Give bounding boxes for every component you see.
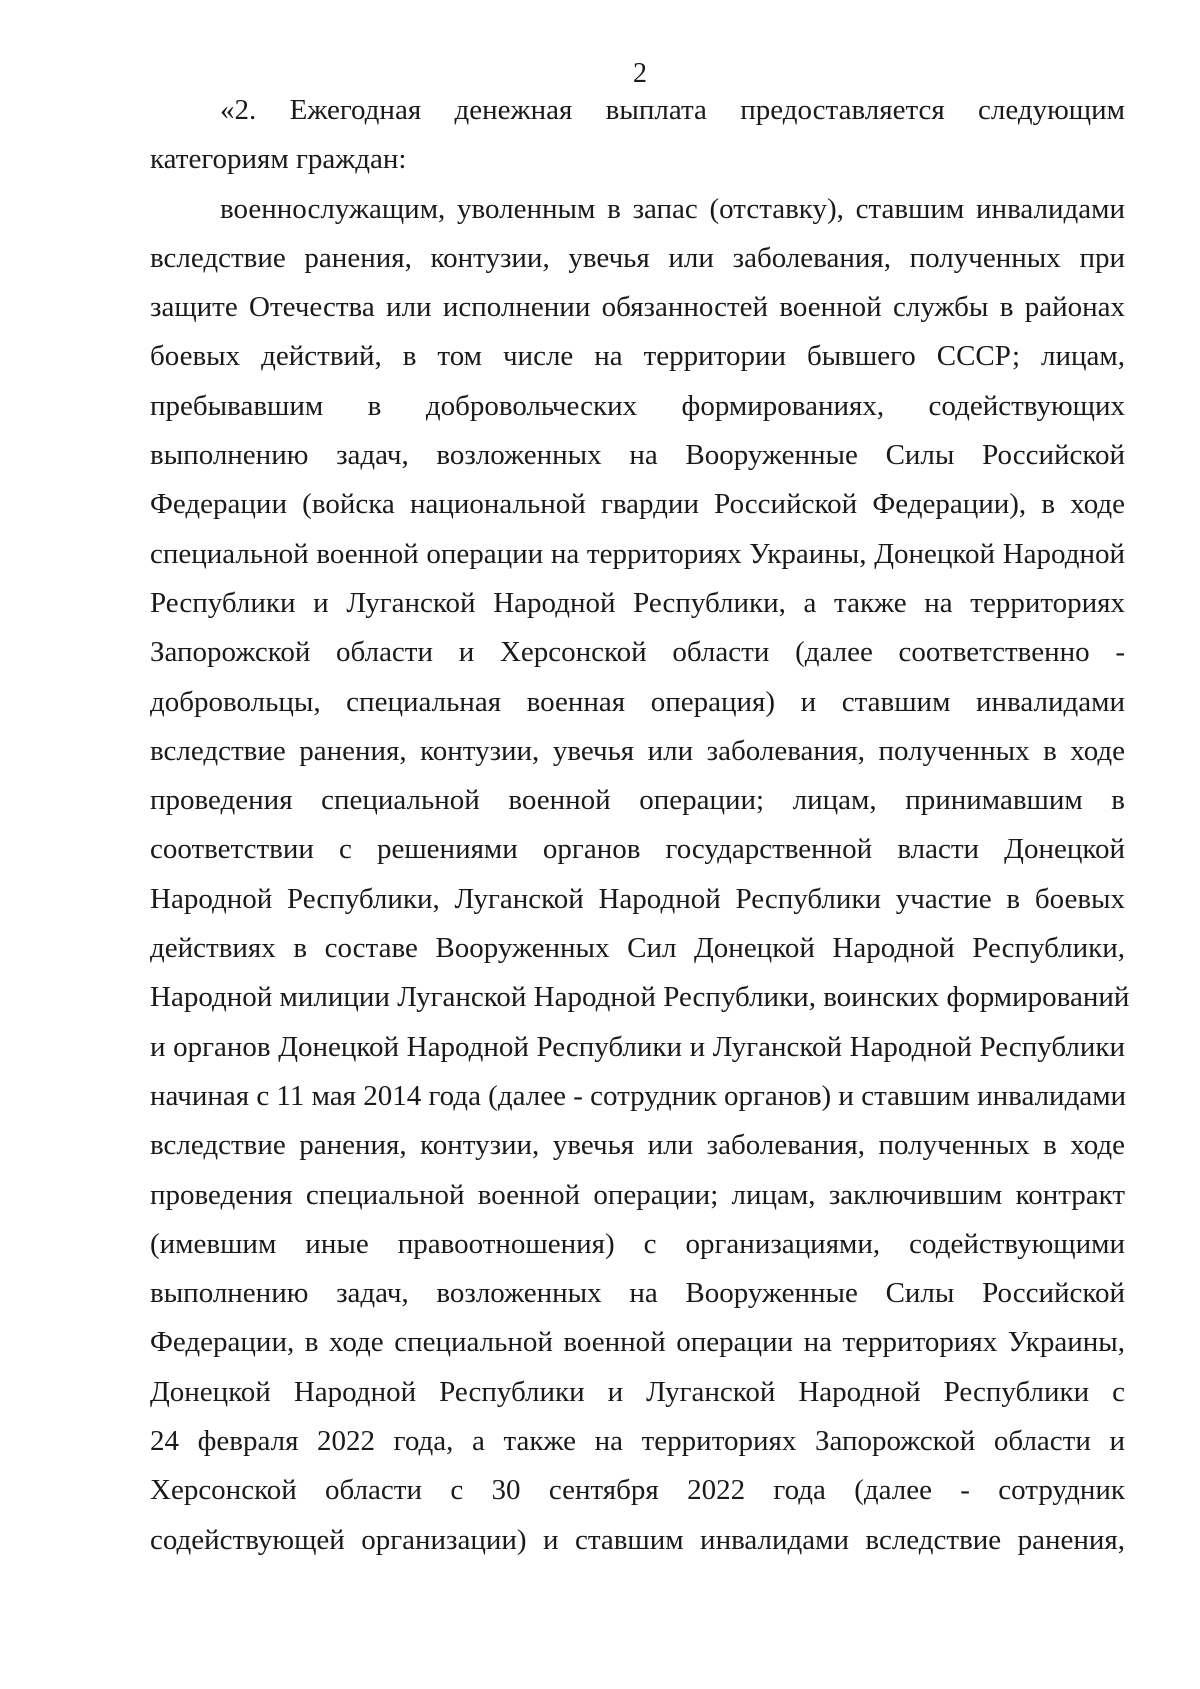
text-line: военнослужащим, уволенным в запас (отставку), ставшим инвалидами	[220, 192, 1125, 225]
text-line: и органов Донецкой Народной Республики и Луганской Народной Республики	[150, 1030, 1125, 1063]
text-line: Федерации, в ходе специальной военной операции на территориях Украины,	[150, 1326, 1125, 1359]
text-line: специальной военной операции на территориях Украины, Донецкой Народной	[150, 537, 1125, 570]
document-body	[150, 86, 1130, 1565]
text-line: 24 февраля 2022 года, а также на территориях Запорожской области и	[150, 1425, 1125, 1458]
text-line: вследствие ранения, контузии, увечья или заболевания, полученных при	[150, 241, 1125, 274]
text-line: выполнению задач, возложенных на Вооруженные Силы Российской	[150, 439, 1125, 472]
text-line: начиная с 11 мая 2014 года (далее - сотрудник органов) и ставшим инвалидами	[150, 1079, 1127, 1112]
text-line: «2. Ежегодная денежная выплата предоставляется следующим	[220, 94, 1125, 126]
text-line: Федерации (войска национальной гвардии Российской Федерации), в ходе	[150, 488, 1125, 521]
text-line: проведения специальной военной операции; лицам, заключившим контракт	[150, 1178, 1125, 1211]
text-line: добровольцы, специальная военная операция) и ставшим инвалидами	[150, 685, 1125, 718]
text-line: проведения специальной военной операции; лицам, принимавшим в	[150, 784, 1125, 817]
text-line: Херсонской области с 30 сентября 2022 года (далее - сотрудник	[150, 1474, 1125, 1507]
text-line: пребывавшим в добровольческих формированиях, содействующих	[150, 389, 1125, 422]
text-line: соответствии с решениями органов государственной власти Донецкой	[150, 833, 1125, 866]
text-line: вследствие ранения, контузии, увечья или заболевания, полученных в ходе	[150, 1129, 1125, 1162]
text-line: Народной Республики, Луганской Народной Республики участие в боевых	[150, 882, 1125, 915]
text-line: действиях в составе Вооруженных Сил Донецкой Народной Республики,	[150, 932, 1125, 965]
text-line: Запорожской области и Херсонской области (далее соответственно -	[150, 636, 1125, 669]
text-line: боевых действий, в том числе на территории бывшего СССР; лицам,	[150, 340, 1125, 373]
text-line: вследствие ранения, контузии, увечья или заболевания, полученных в ходе	[150, 734, 1125, 767]
text-line: Республики и Луганской Народной Республики, а также на территориях	[150, 586, 1125, 619]
text-line: (имевшим иные правоотношения) с организациями, содействующими	[150, 1227, 1125, 1260]
text-line: защите Отечества или исполнении обязанностей военной службы в районах	[150, 291, 1125, 324]
text-line: Донецкой Народной Республики и Луганской Народной Республики с	[150, 1375, 1125, 1408]
text-line: Народной милиции Луганской Народной Республики, воинских формирований	[150, 981, 1130, 1014]
text-line: выполнению задач, возложенных на Вооруженные Силы Российской	[150, 1277, 1125, 1310]
text-line: содействующей организации) и ставшим инвалидами вследствие ранения,	[150, 1523, 1125, 1556]
text-line: категориям граждан:	[150, 143, 407, 176]
page-number: 2	[633, 58, 647, 89]
